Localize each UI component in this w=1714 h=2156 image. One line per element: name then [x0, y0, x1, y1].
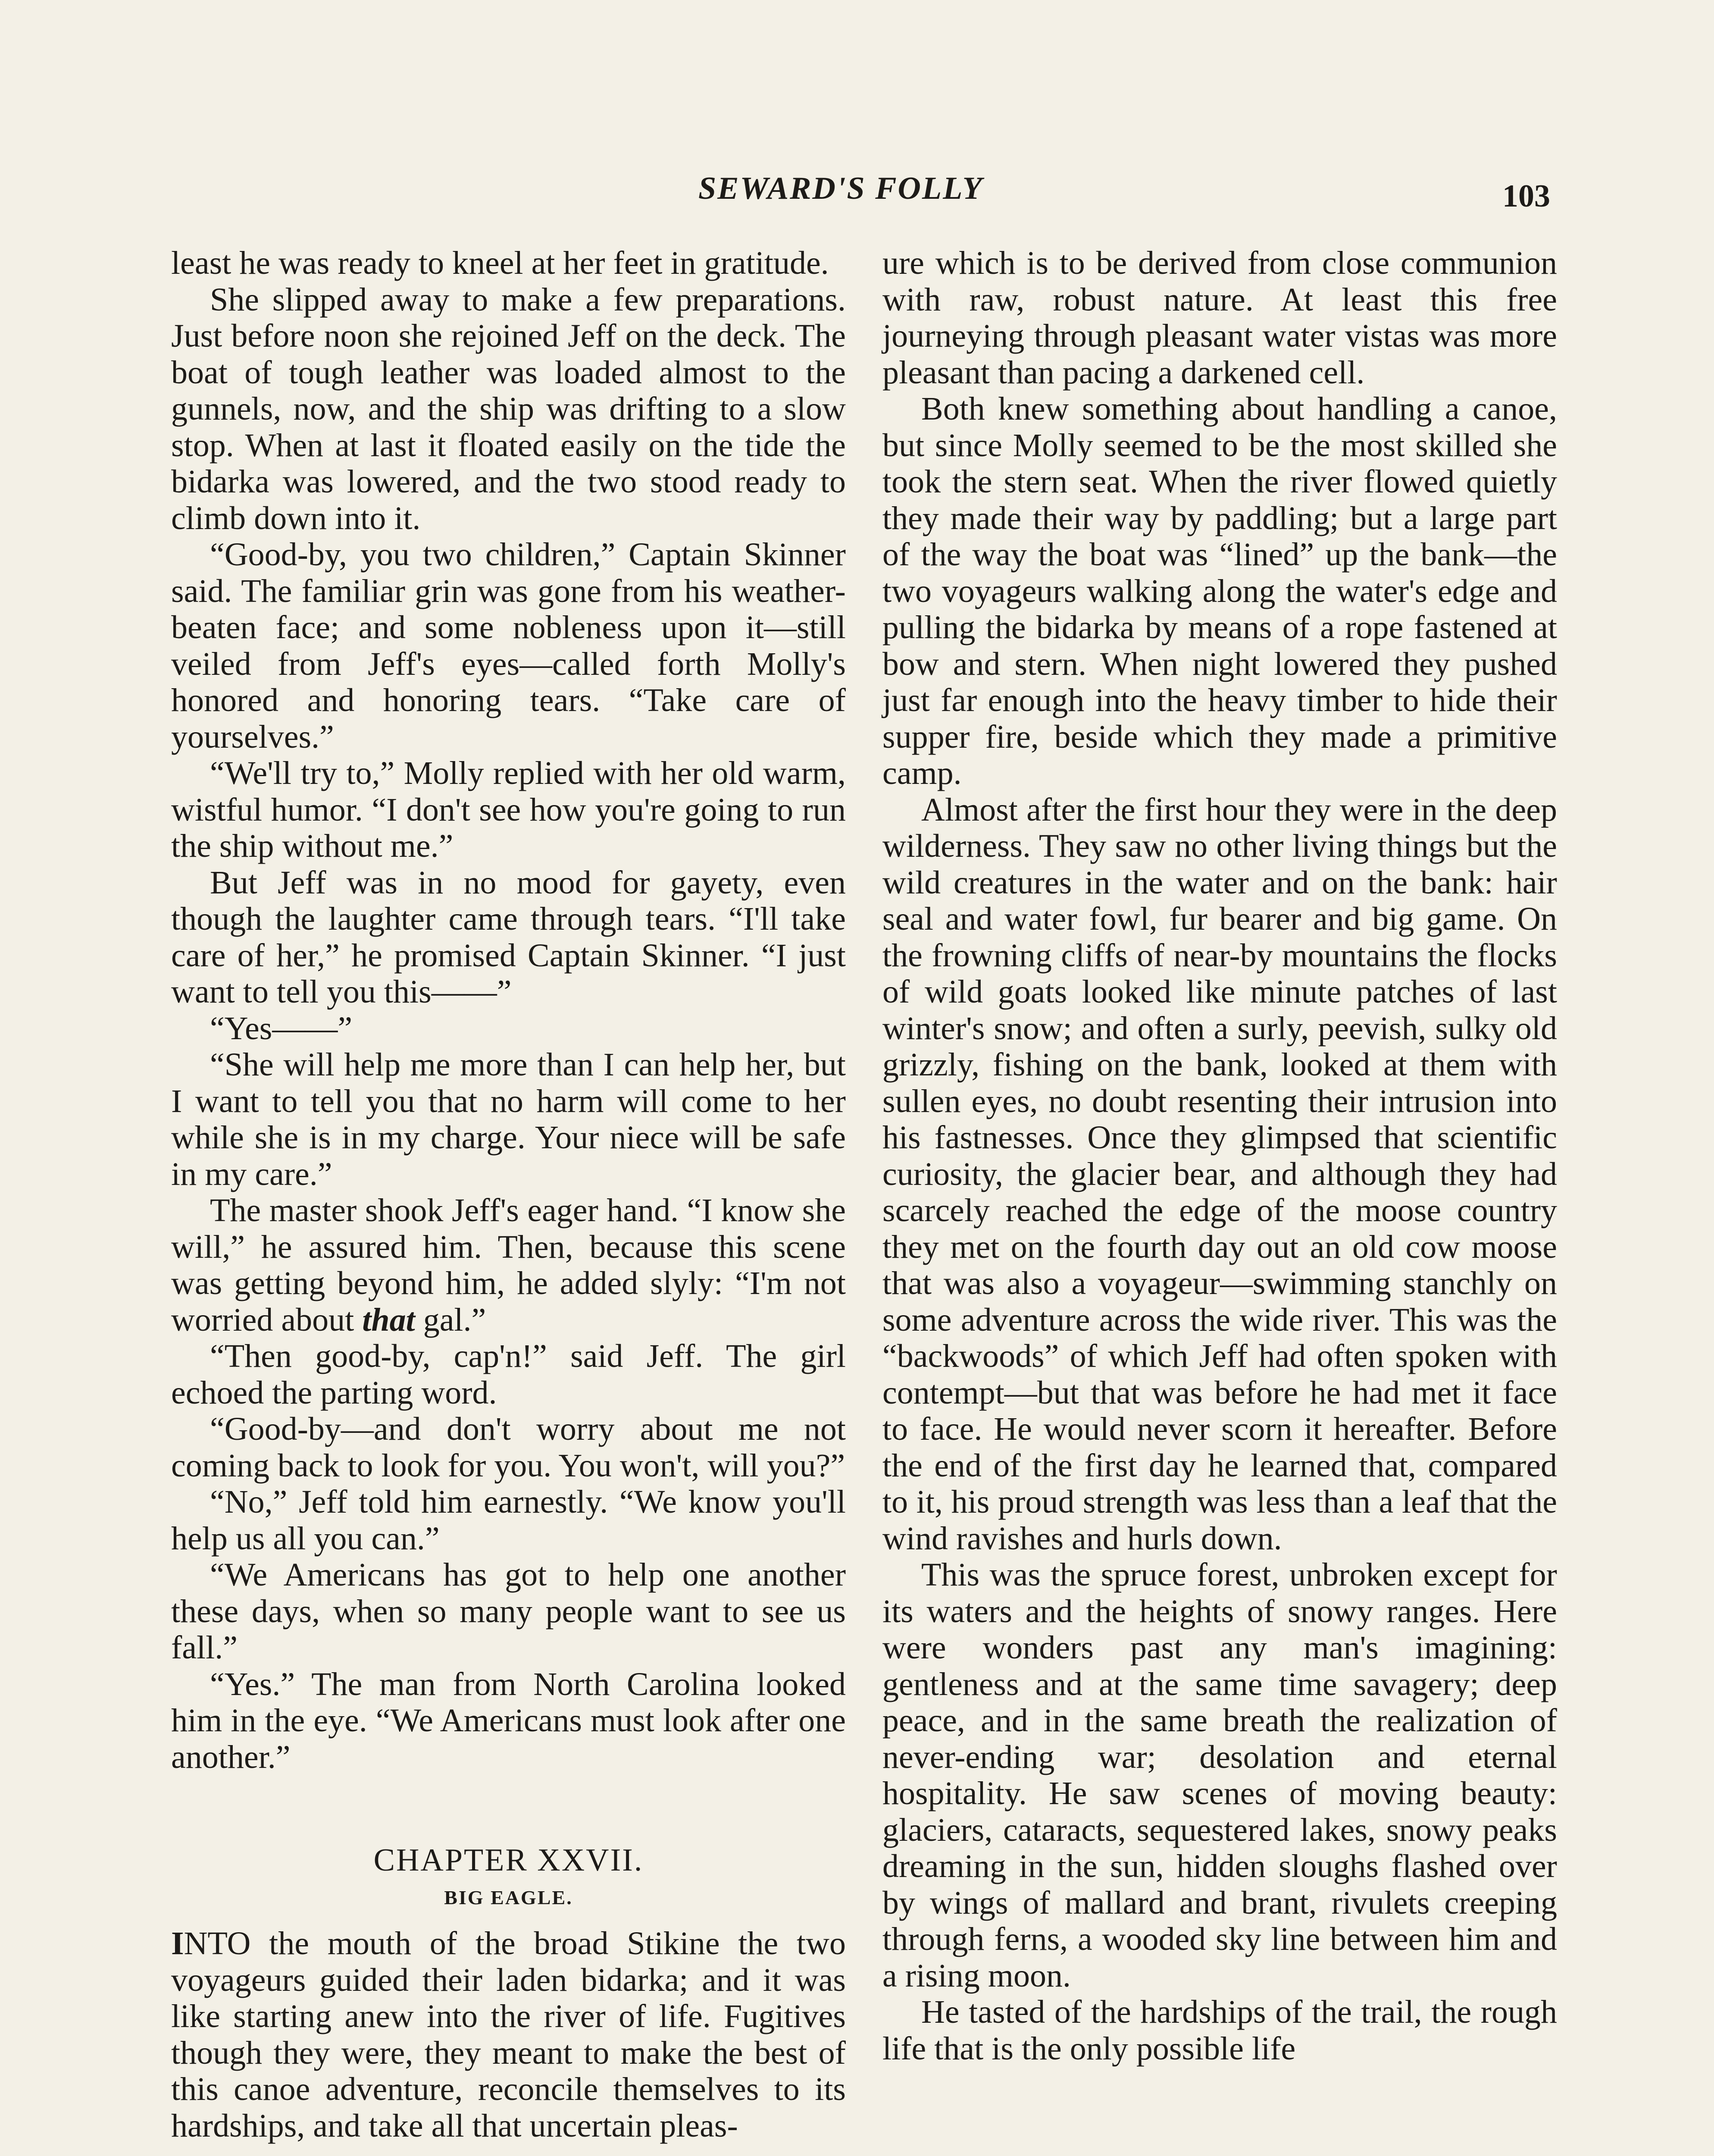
paragraph: “Good-by—and don't worry about me not coming back to look for you. You won't, will you?” — [171, 1411, 846, 1484]
paragraph: She slipped away to make a few preparations. Just before noon she rejoined Jeff on the deck. The boat of tough leather was loaded almost to the gunnels, now, and the ship was drifting to a slow stop. When at last it floated easily on the tide the bidarka was lowered, and the two stood ready to climb down into it. — [171, 281, 846, 536]
paragraph: least he was ready to kneel at her feet in gratitude. — [171, 245, 829, 281]
chapter-heading: CHAPTER XXVII. — [373, 1843, 644, 1878]
paragraph: “Yes——” — [210, 1010, 353, 1047]
paragraph: “No,” Jeff told him earnestly. “We know you'll help us all you can.” — [171, 1484, 846, 1557]
paragraph-tail: gal.” — [423, 1301, 486, 1338]
paragraph: “Then good-by, cap'n!” said Jeff. The girl echoed the parting word. — [171, 1338, 846, 1411]
drop-cap: I — [171, 1925, 184, 1962]
right-column — [882, 245, 1557, 2067]
paragraph: He tasted of the hardships of the trail, the rough life that is the only possible life — [882, 1994, 1557, 2067]
paragraph — [171, 1192, 846, 1338]
paragraph: “We'll try to,” Molly replied with her old warm, wistful humor. “I don't see how you're going to run the ship without me.” — [171, 755, 846, 864]
paragraph: “She will help me more than I can help her, but I want to tell you that no harm will come to her while she is in my charge. Your niece will be safe in my care.” — [171, 1047, 846, 1192]
paragraph: Almost after the first hour they were in the deep wilderness. They saw no other living things but the wild creatures in the water and on the bank: hair seal and water fowl, fur bearer and big game. On the frowning cliffs of near-by mountains the flocks of wild goats looked like minute patches of last winter's snow; and often a surly, peevish, sulky old grizzly, fishing on the bank, looked at them with sullen eyes, no doubt resenting their intrusion into his fastnesses. Once they glimpsed that scientific curiosity, the glacier bear, and although they had scarcely reached the edge of the moose country they met on the fourth day out an old cow moose that was also a voyageur—swimming stanchly on some adventure across the wide river. This was the “backwoods” of which Jeff had often spoken with contempt—but that was before he had met it face to face. He would never scorn it hereafter. Before the end of the first day he learned that, compared to it, his proud strength was less than a leaf that the wind ravishes and hurls down. — [882, 791, 1557, 1557]
paragraph: ure which is to be derived from close communion with raw, robust nature. At least this free journeying through pleasant water vistas was more pleasant than pacing a darkened cell. — [882, 245, 1557, 391]
paragraph-text: NTO the mouth of the broad Stikine the two voyageurs guided their laden bidarka; and it was like starting anew into the river of life. Fugitives though they were, they meant to make the best of this canoe adventure, reconcile themselves to its hardships, and take all that uncertain pleas- — [171, 1925, 846, 2144]
paragraph: Both knew something about handling a canoe, but since Molly seemed to be the most skilled she took the stern seat. When the river flowed quietly they made their way by paddling; but a large part of the way the boat was “lined” up the bank—the two voyageurs walking along the water's edge and pulling the bidarka by means of a rope fastened at bow and stern. When night lowered they pushed just far enough into the heavy timber to hide their supper fire, beside which they made a primitive camp. — [882, 391, 1557, 791]
chapter-opening-paragraph — [171, 1925, 846, 2144]
paragraph: This was the spruce forest, unbroken except for its waters and the heights of snowy ranges. Here were wonders past any man's imagining: gentleness and at the same time savagery; deep peace, and in the same breath the realization of never-ending war; desolation and eternal hospitality. He saw scenes of moving beauty: glaciers, cataracts, sequestered lakes, snowy peaks dreaming in the sun, hidden sloughs flashed over by wings of mallard and brant, rivulets creeping through ferns, a wooded sky line between him and a rising moon. — [882, 1557, 1557, 1994]
running-head: SEWARD'S FOLLY — [698, 171, 983, 206]
paragraph: “Good-by, you two children,” Captain Skinner said. The familiar grin was gone from his weather-beaten face; and some nobleness upon it—still veiled from Jeff's eyes—called forth Molly's honored and honoring tears. “Take care of yourselves.” — [171, 536, 846, 755]
chapter-subtitle: BIG EAGLE. — [444, 1887, 573, 1908]
paragraph-text: The master shook Jeff's eager hand. “I know she will,” he assured him. Then, because this scene was getting beyond him, he added slyly: “I'm not worried about — [171, 1192, 846, 1338]
paragraph: “Yes.” The man from North Carolina looked him in the eye. “We Americans must look after one another.” — [171, 1666, 846, 1775]
paragraph: But Jeff was in no mood for gayety, even though the laughter came through tears. “I'll take care of her,” he promised Captain Skinner. “I just want to tell you this——” — [171, 864, 846, 1010]
paragraph: “We Americans has got to help one another these days, when so many people want to see us fall.” — [171, 1557, 846, 1666]
page-number: 103 — [1502, 179, 1550, 214]
emphasis: that — [362, 1301, 415, 1338]
left-column — [171, 245, 846, 2144]
